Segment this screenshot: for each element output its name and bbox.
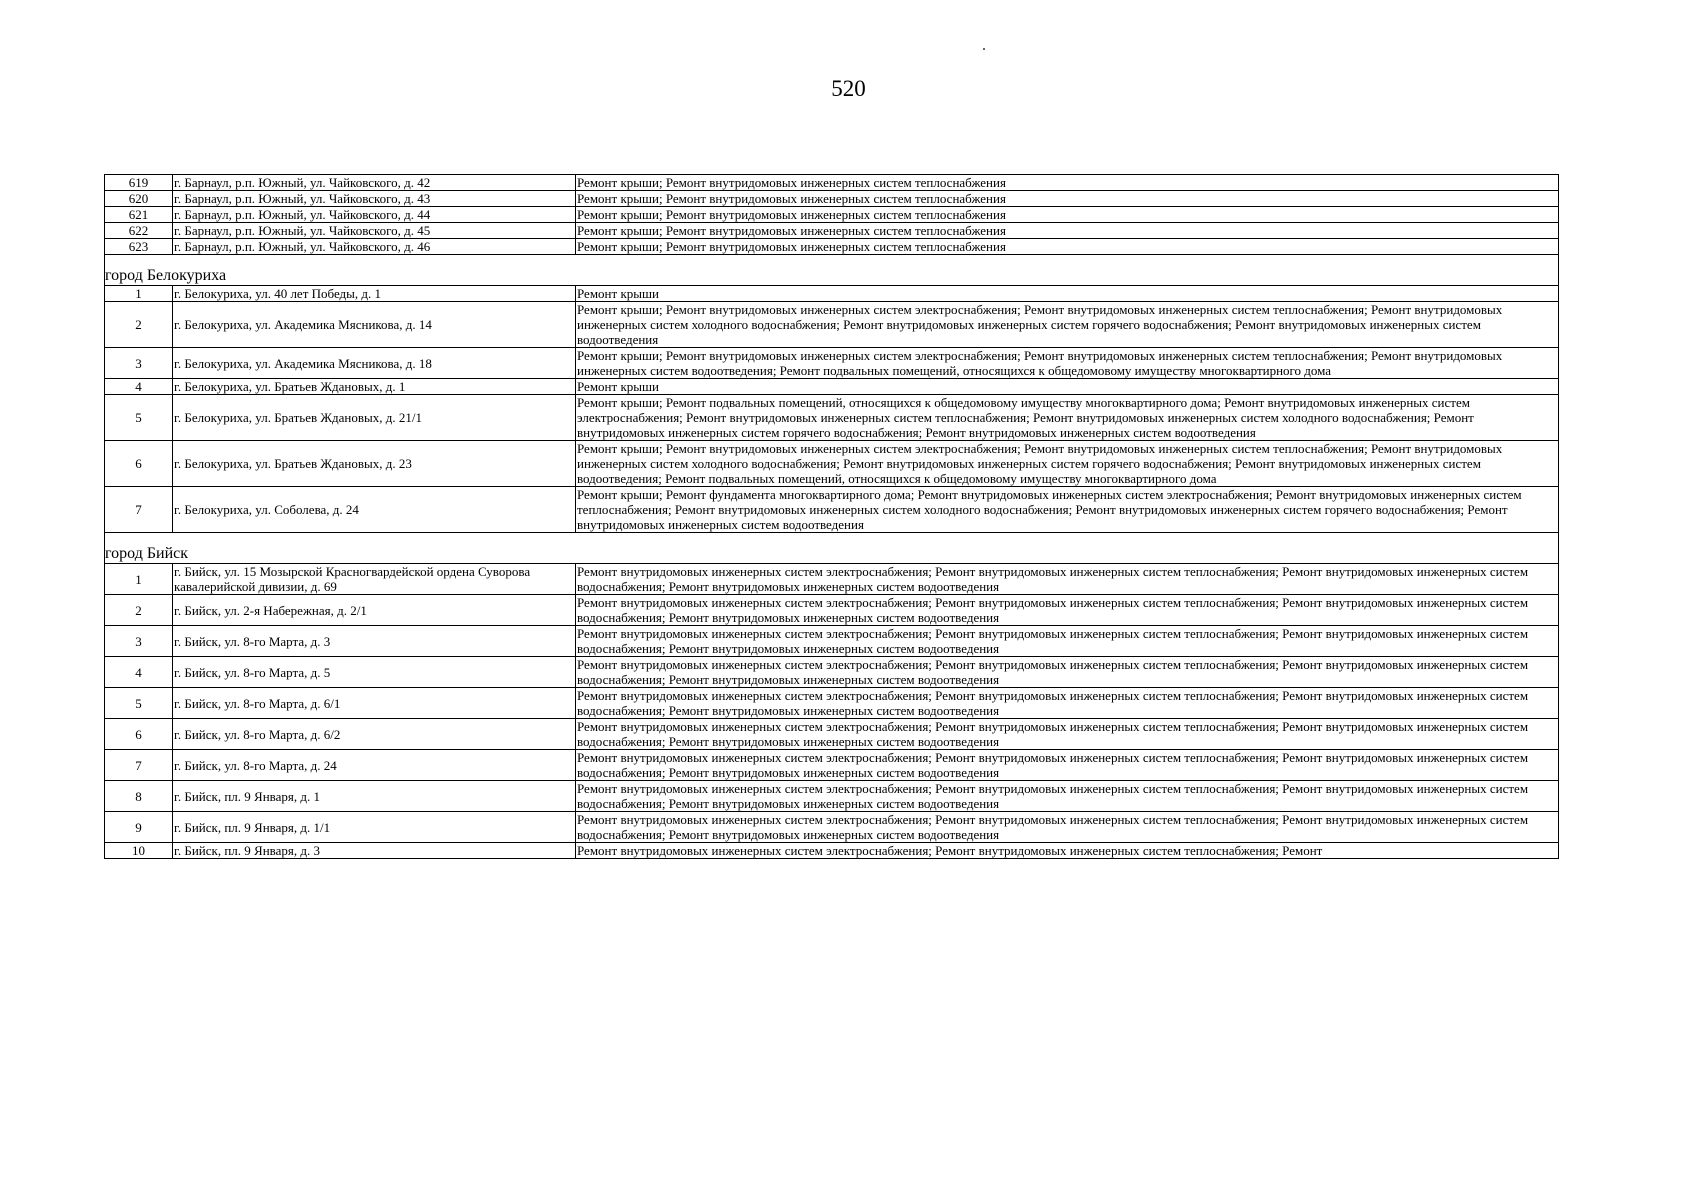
table-row: [105, 239, 1559, 255]
row-works: Ремонт крыши; Ремонт внутридомовых инженерных систем теплоснабжения: [576, 175, 1559, 191]
table-row: [105, 781, 1559, 812]
row-works: Ремонт внутридомовых инженерных систем электроснабжения; Ремонт внутридомовых инженерных систем теплоснабжения; Ремонт внутридомовых инженерных систем водоснабжения; Ремонт внутридомовых инженерных систем водоотведения: [576, 781, 1559, 812]
row-works: Ремонт крыши: [576, 379, 1559, 395]
table-row: [105, 719, 1559, 750]
row-address: г. Белокуриха, ул. Академика Мясникова, д. 18: [173, 348, 576, 379]
row-works: Ремонт крыши; Ремонт фундамента многоквартирного дома; Ремонт внутридомовых инженерных систем электроснабжения; Ремонт внутридомовых инженерных систем теплоснабжения; Ремонт внутридомовых инженерных систем холодного водоснабжения; Ремонт внутридомовых инженерных систем горячего водоснабжения; Ремонт внутридомовых инженерных систем водоотведения: [576, 487, 1559, 533]
row-number: 2: [105, 302, 173, 348]
table-row: [105, 441, 1559, 487]
table-row: [105, 657, 1559, 688]
section-title-biysk: город Бийск: [105, 533, 1559, 564]
row-address: г. Бийск, ул. 8-го Марта, д. 5: [173, 657, 576, 688]
table-row: [105, 223, 1559, 239]
row-works: Ремонт внутридомовых инженерных систем электроснабжения; Ремонт внутридомовых инженерных систем теплоснабжения; Ремонт внутридомовых инженерных систем водоснабжения; Ремонт внутридомовых инженерных систем водоотведения: [576, 719, 1559, 750]
table-body: [105, 175, 1559, 859]
row-address: г. Бийск, пл. 9 Января, д. 1/1: [173, 812, 576, 843]
row-address: г. Белокуриха, ул. Академика Мясникова, д. 14: [173, 302, 576, 348]
section-title-belokurikha: город Белокуриха: [105, 255, 1559, 286]
row-address: г. Бийск, пл. 9 Января, д. 1: [173, 781, 576, 812]
table-row: [105, 595, 1559, 626]
row-works: Ремонт внутридомовых инженерных систем электроснабжения; Ремонт внутридомовых инженерных систем теплоснабжения; Ремонт внутридомовых инженерных систем водоснабжения; Ремонт внутридомовых инженерных систем водоотведения: [576, 812, 1559, 843]
page-number: 520: [831, 76, 866, 101]
row-address: г. Белокуриха, ул. 40 лет Победы, д. 1: [173, 286, 576, 302]
row-number: 5: [105, 395, 173, 441]
row-works: Ремонт крыши; Ремонт внутридомовых инженерных систем теплоснабжения: [576, 223, 1559, 239]
row-works: Ремонт внутридомовых инженерных систем электроснабжения; Ремонт внутридомовых инженерных систем теплоснабжения; Ремонт внутридомовых инженерных систем водоснабжения; Ремонт внутридомовых инженерных систем водоотведения: [576, 688, 1559, 719]
row-number: 622: [105, 223, 173, 239]
section-header: [105, 533, 1559, 564]
row-number: 3: [105, 348, 173, 379]
table-row: [105, 175, 1559, 191]
row-works: Ремонт крыши; Ремонт внутридомовых инженерных систем теплоснабжения: [576, 207, 1559, 223]
row-number: 10: [105, 843, 173, 859]
table-row: [105, 487, 1559, 533]
table-row: [105, 626, 1559, 657]
row-number: 6: [105, 441, 173, 487]
row-address: г. Бийск, ул. 8-го Марта, д. 24: [173, 750, 576, 781]
row-works: Ремонт крыши: [576, 286, 1559, 302]
row-number: 8: [105, 781, 173, 812]
row-number: 620: [105, 191, 173, 207]
row-number: 3: [105, 626, 173, 657]
row-address: г. Барнаул, р.п. Южный, ул. Чайковского, д. 44: [173, 207, 576, 223]
row-address: г. Барнаул, р.п. Южный, ул. Чайковского, д. 43: [173, 191, 576, 207]
row-address: г. Барнаул, р.п. Южный, ул. Чайковского, д. 46: [173, 239, 576, 255]
row-address: г. Белокуриха, ул. Братьев Ждановых, д. 1: [173, 379, 576, 395]
row-number: 2: [105, 595, 173, 626]
row-number: 5: [105, 688, 173, 719]
row-address: г. Барнаул, р.п. Южный, ул. Чайковского, д. 45: [173, 223, 576, 239]
table-row: [105, 191, 1559, 207]
row-works: Ремонт крыши; Ремонт подвальных помещений, относящихся к общедомовому имуществу многоквартирного дома; Ремонт внутридомовых инженерных систем электроснабжения; Ремонт внутридомовых инженерных систем теплоснабжения; Ремонт внутридомовых инженерных систем холодного водоснабжения; Ремонт внутридомовых инженерных систем горячего водоснабжения; Ремонт внутридомовых инженерных систем водоотведения: [576, 395, 1559, 441]
row-address: г. Бийск, ул. 2-я Набережная, д. 2/1: [173, 595, 576, 626]
table-row: [105, 302, 1559, 348]
row-address: г. Бийск, ул. 15 Мозырской Красногвардейской ордена Суворова кавалерийской дивизии, д. 69: [173, 564, 576, 595]
row-number: 1: [105, 286, 173, 302]
row-address: г. Бийск, ул. 8-го Марта, д. 6/1: [173, 688, 576, 719]
row-address: г. Барнаул, р.п. Южный, ул. Чайковского, д. 42: [173, 175, 576, 191]
row-works: Ремонт внутридомовых инженерных систем электроснабжения; Ремонт внутридомовых инженерных систем теплоснабжения; Ремонт: [576, 843, 1559, 859]
row-address: г. Бийск, ул. 8-го Марта, д. 3: [173, 626, 576, 657]
table-row: [105, 750, 1559, 781]
row-number: 4: [105, 657, 173, 688]
row-address: г. Белокуриха, ул. Соболева, д. 24: [173, 487, 576, 533]
row-number: 4: [105, 379, 173, 395]
table-row: [105, 395, 1559, 441]
row-works: Ремонт крыши; Ремонт внутридомовых инженерных систем электроснабжения; Ремонт внутридомовых инженерных систем теплоснабжения; Ремонт внутридомовых инженерных систем водоотведения; Ремонт подвальных помещений, относящихся к общедомовому имуществу многоквартирного дома: [576, 348, 1559, 379]
row-number: 7: [105, 750, 173, 781]
row-number: 7: [105, 487, 173, 533]
scan-speck: [983, 48, 985, 50]
row-works: Ремонт крыши; Ремонт внутридомовых инженерных систем электроснабжения; Ремонт внутридомовых инженерных систем теплоснабжения; Ремонт внутридомовых инженерных систем холодного водоснабжения; Ремонт внутридомовых инженерных систем горячего водоснабжения; Ремонт внутридомовых инженерных систем водоотведения: [576, 302, 1559, 348]
row-works: Ремонт внутридомовых инженерных систем электроснабжения; Ремонт внутридомовых инженерных систем теплоснабжения; Ремонт внутридомовых инженерных систем водоснабжения; Ремонт внутридомовых инженерных систем водоотведения: [576, 564, 1559, 595]
row-number: 619: [105, 175, 173, 191]
row-works: Ремонт крыши; Ремонт внутридомовых инженерных систем теплоснабжения: [576, 239, 1559, 255]
row-number: 1: [105, 564, 173, 595]
table-row: [105, 812, 1559, 843]
row-address: г. Бийск, пл. 9 Января, д. 3: [173, 843, 576, 859]
row-works: Ремонт крыши; Ремонт внутридомовых инженерных систем теплоснабжения: [576, 191, 1559, 207]
row-works: Ремонт внутридомовых инженерных систем электроснабжения; Ремонт внутридомовых инженерных систем теплоснабжения; Ремонт внутридомовых инженерных систем водоснабжения; Ремонт внутридомовых инженерных систем водоотведения: [576, 657, 1559, 688]
table-row: [105, 207, 1559, 223]
section-header: [105, 255, 1559, 286]
table-row: [105, 564, 1559, 595]
table-row: [105, 379, 1559, 395]
row-works: Ремонт крыши; Ремонт внутридомовых инженерных систем электроснабжения; Ремонт внутридомовых инженерных систем теплоснабжения; Ремонт внутридомовых инженерных систем холодного водоснабжения; Ремонт внутридомовых инженерных систем горячего водоснабжения; Ремонт внутридомовых инженерных систем водоотведения; Ремонт подвальных помещений, относящихся к общедомовому имуществу многоквартирного дома: [576, 441, 1559, 487]
table-row: [105, 688, 1559, 719]
row-number: 623: [105, 239, 173, 255]
table-row: [105, 286, 1559, 302]
repair-table: [104, 174, 1559, 859]
row-number: 9: [105, 812, 173, 843]
table-row: [105, 348, 1559, 379]
row-works: Ремонт внутридомовых инженерных систем электроснабжения; Ремонт внутридомовых инженерных систем теплоснабжения; Ремонт внутридомовых инженерных систем водоснабжения; Ремонт внутридомовых инженерных систем водоотведения: [576, 750, 1559, 781]
row-number: 6: [105, 719, 173, 750]
row-address: г. Белокуриха, ул. Братьев Ждановых, д. 21/1: [173, 395, 576, 441]
row-works: Ремонт внутридомовых инженерных систем электроснабжения; Ремонт внутридомовых инженерных систем теплоснабжения; Ремонт внутридомовых инженерных систем водоснабжения; Ремонт внутридомовых инженерных систем водоотведения: [576, 595, 1559, 626]
table-row: [105, 843, 1559, 859]
row-works: Ремонт внутридомовых инженерных систем электроснабжения; Ремонт внутридомовых инженерных систем теплоснабжения; Ремонт внутридомовых инженерных систем водоснабжения; Ремонт внутридомовых инженерных систем водоотведения: [576, 626, 1559, 657]
row-address: г. Бийск, ул. 8-го Марта, д. 6/2: [173, 719, 576, 750]
row-address: г. Белокуриха, ул. Братьев Ждановых, д. 23: [173, 441, 576, 487]
row-number: 621: [105, 207, 173, 223]
